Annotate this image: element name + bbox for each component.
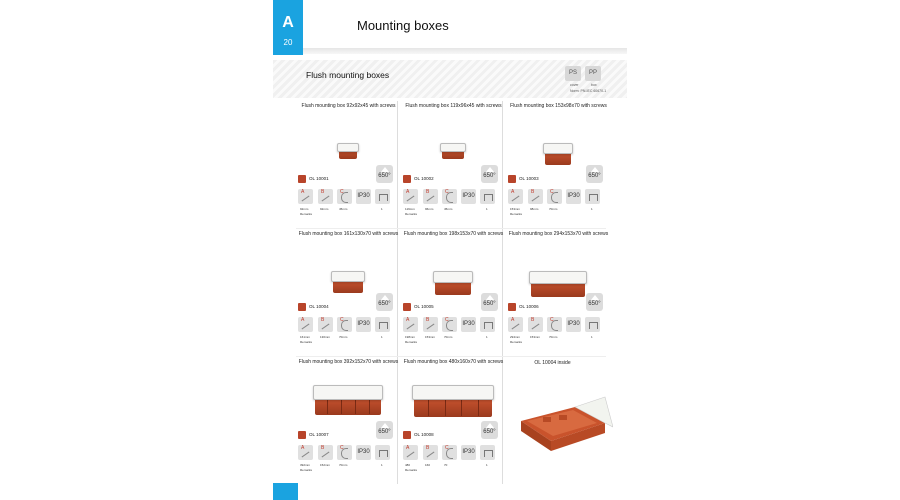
dimension-a-icon: A: [508, 189, 523, 204]
product-code: OL 10006: [519, 304, 539, 309]
box-illustration: [313, 385, 383, 415]
glow-wire-badge: 650°: [376, 165, 393, 183]
dimension-b-icon: B: [318, 189, 333, 204]
package-icon: [480, 317, 495, 332]
product-code: OL 10004: [309, 304, 329, 309]
page-footer-tab: [273, 483, 298, 500]
dimension-c-value: 45mm: [444, 207, 453, 211]
glow-wire-badge: 650°: [481, 293, 498, 311]
product-title: Flush mounting box 294x153x70 with screws: [508, 231, 609, 237]
ip-rating-badge: IP30: [356, 189, 371, 204]
dimension-b-icon: B: [528, 317, 543, 332]
product-code: OL 10005: [414, 304, 434, 309]
dimension-c-value: 70: [444, 463, 448, 467]
package-quantity: 1: [381, 463, 383, 467]
dimension-c-icon: C: [337, 317, 352, 332]
glow-wire-badge: 650°: [586, 293, 603, 311]
remarks-label: Remarks: [300, 340, 313, 344]
dimension-b-value: 96mm: [425, 207, 434, 211]
box-illustration: [331, 271, 365, 293]
dimension-a-icon: A: [298, 317, 313, 332]
remarks-label: Remarks: [405, 340, 418, 344]
dimension-c-icon: C: [547, 317, 562, 332]
dimension-a-value: 392mm: [300, 463, 311, 467]
dimension-a-icon: A: [403, 317, 418, 332]
dimension-c-value: 45mm: [339, 207, 348, 211]
norm-label: Norm: PN-IEC 60670-1: [570, 89, 607, 93]
package-quantity: 1: [591, 207, 593, 211]
dimension-b-value: 130mm: [320, 335, 331, 339]
dimension-a-value: 119mm: [405, 207, 415, 211]
dimension-c-icon: C: [547, 189, 562, 204]
dimension-c-value: 70mm: [549, 207, 558, 211]
product-title: Flush mounting box 480x160x70 with screws: [403, 359, 504, 365]
subtitle-band: [273, 60, 627, 98]
dimension-b-value: 153mm: [425, 335, 436, 339]
package-icon: [375, 445, 390, 460]
product-card: [506, 231, 611, 359]
product-code: OL 10007: [309, 432, 329, 437]
color-swatch: [298, 303, 306, 311]
remarks-label: Remarks: [300, 212, 313, 216]
package-icon: [375, 189, 390, 204]
dimension-a-icon: A: [298, 445, 313, 460]
material-pp-badge: PP: [585, 66, 601, 81]
package-quantity: 1: [591, 335, 593, 339]
dimension-a-icon: A: [403, 445, 418, 460]
dimension-b-icon: B: [423, 189, 438, 204]
package-quantity: 1: [486, 207, 488, 211]
dimension-b-value: 160: [425, 463, 431, 467]
package-icon: [480, 189, 495, 204]
dimension-c-icon: C: [337, 189, 352, 204]
dimension-a-icon: A: [403, 189, 418, 204]
section-subtitle: Flush mounting boxes: [306, 70, 390, 80]
product-title: Flush mounting box 392x152x70 with screws: [298, 359, 399, 365]
box-illustration: [440, 143, 466, 159]
remarks-label: Remarks: [510, 212, 523, 216]
package-icon: [375, 317, 390, 332]
glow-wire-badge: 650°: [481, 165, 498, 183]
dimension-a-value: 294mm: [510, 335, 521, 339]
dimension-b-icon: B: [423, 317, 438, 332]
remarks-label: Remarks: [300, 468, 313, 472]
dimension-c-value: 70mm: [339, 335, 348, 339]
dimension-b-value: 98mm: [530, 207, 539, 211]
glow-wire-badge: 650°: [376, 421, 393, 439]
product-title: Flush mounting box 92x92x45 with screws: [301, 103, 396, 109]
color-swatch: [298, 175, 306, 183]
section-tab: [273, 0, 303, 55]
dimension-b-icon: B: [423, 445, 438, 460]
package-icon: [585, 189, 600, 204]
product-title: Flush mounting box 198x153x70 with screws: [403, 231, 504, 237]
product-card: [296, 103, 401, 231]
color-swatch: [403, 303, 411, 311]
package-quantity: 1: [381, 335, 383, 339]
inside-title: OL 10004 inside: [534, 360, 571, 366]
dimension-a-icon: A: [298, 189, 313, 204]
product-code: OL 10001: [309, 176, 329, 181]
dimension-b-value: 152mm: [320, 463, 331, 467]
package-quantity: 1: [381, 207, 383, 211]
box-inside-illustration: [513, 393, 613, 455]
dimension-c-value: 70mm: [339, 463, 348, 467]
box-illustration: [337, 143, 359, 159]
product-card: [296, 231, 401, 359]
dimension-c-value: 70mm: [549, 335, 558, 339]
ip-rating-badge: IP30: [461, 317, 476, 332]
remarks-label: Remarks: [405, 468, 418, 472]
box-illustration: [529, 271, 587, 297]
ip-rating-badge: IP30: [566, 189, 581, 204]
color-swatch: [403, 431, 411, 439]
glow-wire-badge: 650°: [481, 421, 498, 439]
material-ps-label: cover: [570, 83, 579, 87]
dimension-b-icon: B: [318, 317, 333, 332]
box-illustration: [433, 271, 473, 295]
product-card: [401, 231, 506, 359]
remarks-label: Remarks: [510, 340, 523, 344]
product-card: [296, 359, 401, 487]
ip-rating-badge: IP30: [566, 317, 581, 332]
color-swatch: [508, 175, 516, 183]
product-title: Flush mounting box 161x130x70 with screws: [298, 231, 399, 237]
dimension-c-icon: C: [442, 189, 457, 204]
glow-wire-badge: 650°: [376, 293, 393, 311]
material-ps-badge: PS: [565, 66, 581, 81]
dimension-c-value: 70mm: [444, 335, 453, 339]
dimension-c-icon: C: [442, 317, 457, 332]
product-code: OL 10003: [519, 176, 539, 181]
dimension-a-value: 480: [405, 463, 411, 467]
product-title: Flush mounting box 119x96x45 with screws: [405, 103, 502, 109]
dimension-a-value: 92mm: [300, 207, 309, 211]
dimension-b-value: 153mm: [530, 335, 541, 339]
ip-rating-badge: IP30: [461, 189, 476, 204]
package-icon: [585, 317, 600, 332]
color-swatch: [403, 175, 411, 183]
package-quantity: 1: [486, 335, 488, 339]
product-code: OL 10008: [414, 432, 434, 437]
color-swatch: [508, 303, 516, 311]
color-swatch: [298, 431, 306, 439]
material-pp-label: box: [591, 83, 597, 87]
ip-rating-badge: IP30: [356, 445, 371, 460]
dimension-b-icon: B: [528, 189, 543, 204]
dimension-b-icon: B: [318, 445, 333, 460]
dimension-a-icon: A: [508, 317, 523, 332]
dimension-c-icon: C: [442, 445, 457, 460]
ip-rating-badge: IP30: [356, 317, 371, 332]
product-card: [401, 103, 506, 231]
product-card: [506, 103, 611, 231]
glow-wire-badge: 650°: [586, 165, 603, 183]
dimension-a-value: 153mm: [510, 207, 521, 211]
dimension-a-value: 198mm: [405, 335, 416, 339]
dimension-b-value: 92mm: [320, 207, 329, 211]
ip-rating-badge: IP30: [461, 445, 476, 460]
package-icon: [480, 445, 495, 460]
box-illustration: [412, 385, 494, 417]
page-number: 20: [283, 38, 293, 47]
product-card: [401, 359, 506, 487]
box-illustration: [543, 143, 573, 165]
dimension-c-icon: C: [337, 445, 352, 460]
product-code: OL 10002: [414, 176, 434, 181]
section-letter: A: [282, 14, 294, 31]
remarks-label: Remarks: [405, 212, 418, 216]
header-divider: [303, 48, 627, 54]
dimension-a-value: 161mm: [300, 335, 311, 339]
page-title: Mounting boxes: [357, 18, 449, 33]
package-quantity: 1: [486, 463, 488, 467]
product-title: Flush mounting box 153x98x70 with screws: [510, 103, 607, 109]
